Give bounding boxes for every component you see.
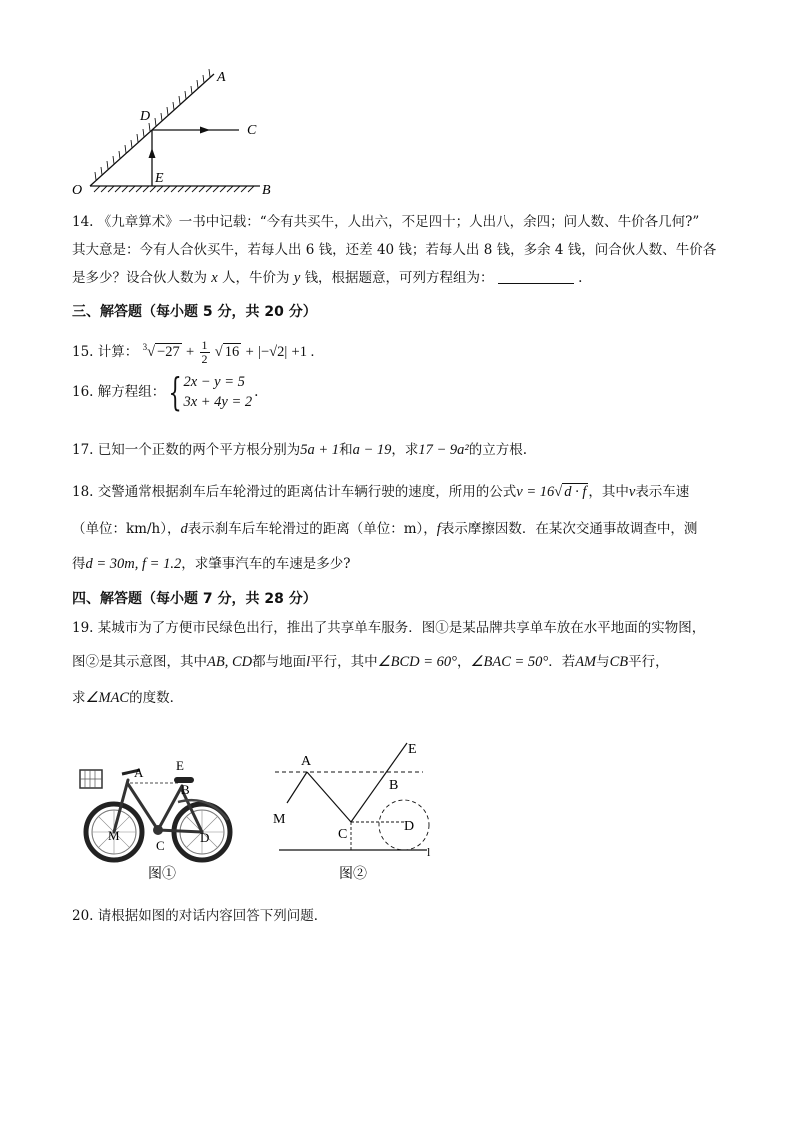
- schem-label-A: A: [301, 754, 312, 769]
- q16: 16. 解方程组： { 2x − y = 5 3x + 4y = 2 .: [72, 370, 259, 414]
- q15-label: 15. 计算：: [72, 343, 139, 360]
- answer-blank: [498, 269, 574, 284]
- q19-line2: 图②是其示意图，其中AB, CD都与地面l平行，其中∠BCD = 60°，∠BAC = 50°．若AM与CB平行，: [72, 654, 669, 670]
- label-A: A: [217, 70, 226, 85]
- q18-line1: 18. 交警通常根据刹车后车轮滑过的距离估计车辆行驶的速度，所用的公式v = 16√ d · f ，其中v表示车速: [72, 484, 690, 500]
- schem-label-l: l: [427, 845, 431, 859]
- q18-line2: （单位：km/h），d表示刹车后车轮滑过的距离（单位：m），f表示摩擦因数．在某次交通事故调查中，测: [72, 521, 698, 537]
- reflection-figure: [64, 64, 294, 204]
- schem-label-C: C: [338, 827, 348, 842]
- q14-text-b: 人，牛价为: [222, 270, 290, 286]
- system-brace: {: [168, 370, 183, 414]
- q20: 20. 请根据如图的对话内容回答下列问题．: [72, 908, 328, 924]
- section-3-heading: 三、解答题（每小题 5 分，共 20 分）: [72, 304, 317, 320]
- fig2-caption: 图②: [339, 867, 367, 882]
- fig1-caption: 图①: [148, 867, 176, 882]
- q14-end: .: [578, 270, 583, 286]
- q19-line1: 19. 某城市为了方便市民绿色出行，推出了共享单车服务．图①是某品牌共享单车放在水平地面的实物图，: [72, 620, 706, 636]
- schem-label-E: E: [408, 742, 417, 757]
- bike-label-D: D: [200, 830, 210, 845]
- q16-label: 16. 解方程组：: [72, 384, 166, 400]
- bike-label-E: E: [176, 758, 184, 773]
- abs-value: |−√2|: [258, 343, 288, 360]
- schem-label-B: B: [389, 778, 399, 793]
- section-4-heading: 四、解答题（每小题 7 分，共 28 分）: [72, 591, 317, 607]
- q14-text-a: 是多少？设合伙人数为: [72, 270, 207, 286]
- q14-var-y: y: [293, 270, 301, 286]
- label-D: D: [140, 109, 151, 124]
- cube-root: $^3$√ −27: [142, 342, 180, 360]
- label-E: E: [155, 171, 164, 186]
- q17: 17. 已知一个正数的两个平方根分别为5a + 1和a − 19，求17 − 9a²的立方根.: [72, 442, 528, 458]
- q14-text-c: 钱，根据题意，可列方程组为：: [304, 270, 494, 286]
- schem-label-M: M: [273, 812, 286, 827]
- label-C: C: [247, 123, 257, 138]
- bike-label-B: B: [181, 782, 190, 797]
- equation-system: 2x − y = 5 3x + 4y = 2: [183, 374, 253, 410]
- bicycle-drawing: [80, 770, 230, 860]
- label-B: B: [262, 183, 271, 198]
- schem-label-D: D: [404, 819, 415, 834]
- q14-line2: 其大意是：今有人合伙买牛，若每人出 6 钱，还差 40 钱；若每人出 8 钱，多余 4 钱，问合伙人数、牛价各: [72, 242, 717, 258]
- bike-label-C: C: [156, 838, 165, 853]
- sqrt-16: √ 16: [214, 343, 240, 360]
- speed-formula: v = 16√ d · f: [516, 484, 587, 500]
- bicycle-figure: [78, 750, 248, 890]
- schematic-figure: [265, 735, 445, 890]
- bike-label-M: M: [108, 828, 120, 843]
- fraction-half: $\frac{1}{2}$: [201, 337, 208, 366]
- q14-var-x: x: [211, 270, 218, 286]
- q14-line3: [72, 264, 582, 292]
- q15: 15. 计算： $^3$√ −27 + $\frac{1}{2}$ √ 16 + |−√2| +1 .: [72, 337, 315, 366]
- q19-line3: 求∠MAC的度数．: [72, 690, 184, 706]
- q14-line1: 14. 《九章算术》一书中记载：“今有共买牛，人出六，不足四十；人出八，余四；问人数、牛价各几何?”: [72, 214, 700, 230]
- label-O: O: [72, 183, 83, 198]
- bike-label-A: A: [134, 765, 144, 780]
- q18-line3: 得d = 30m, f = 1.2，求肇事汽车的车速是多少?: [72, 556, 351, 572]
